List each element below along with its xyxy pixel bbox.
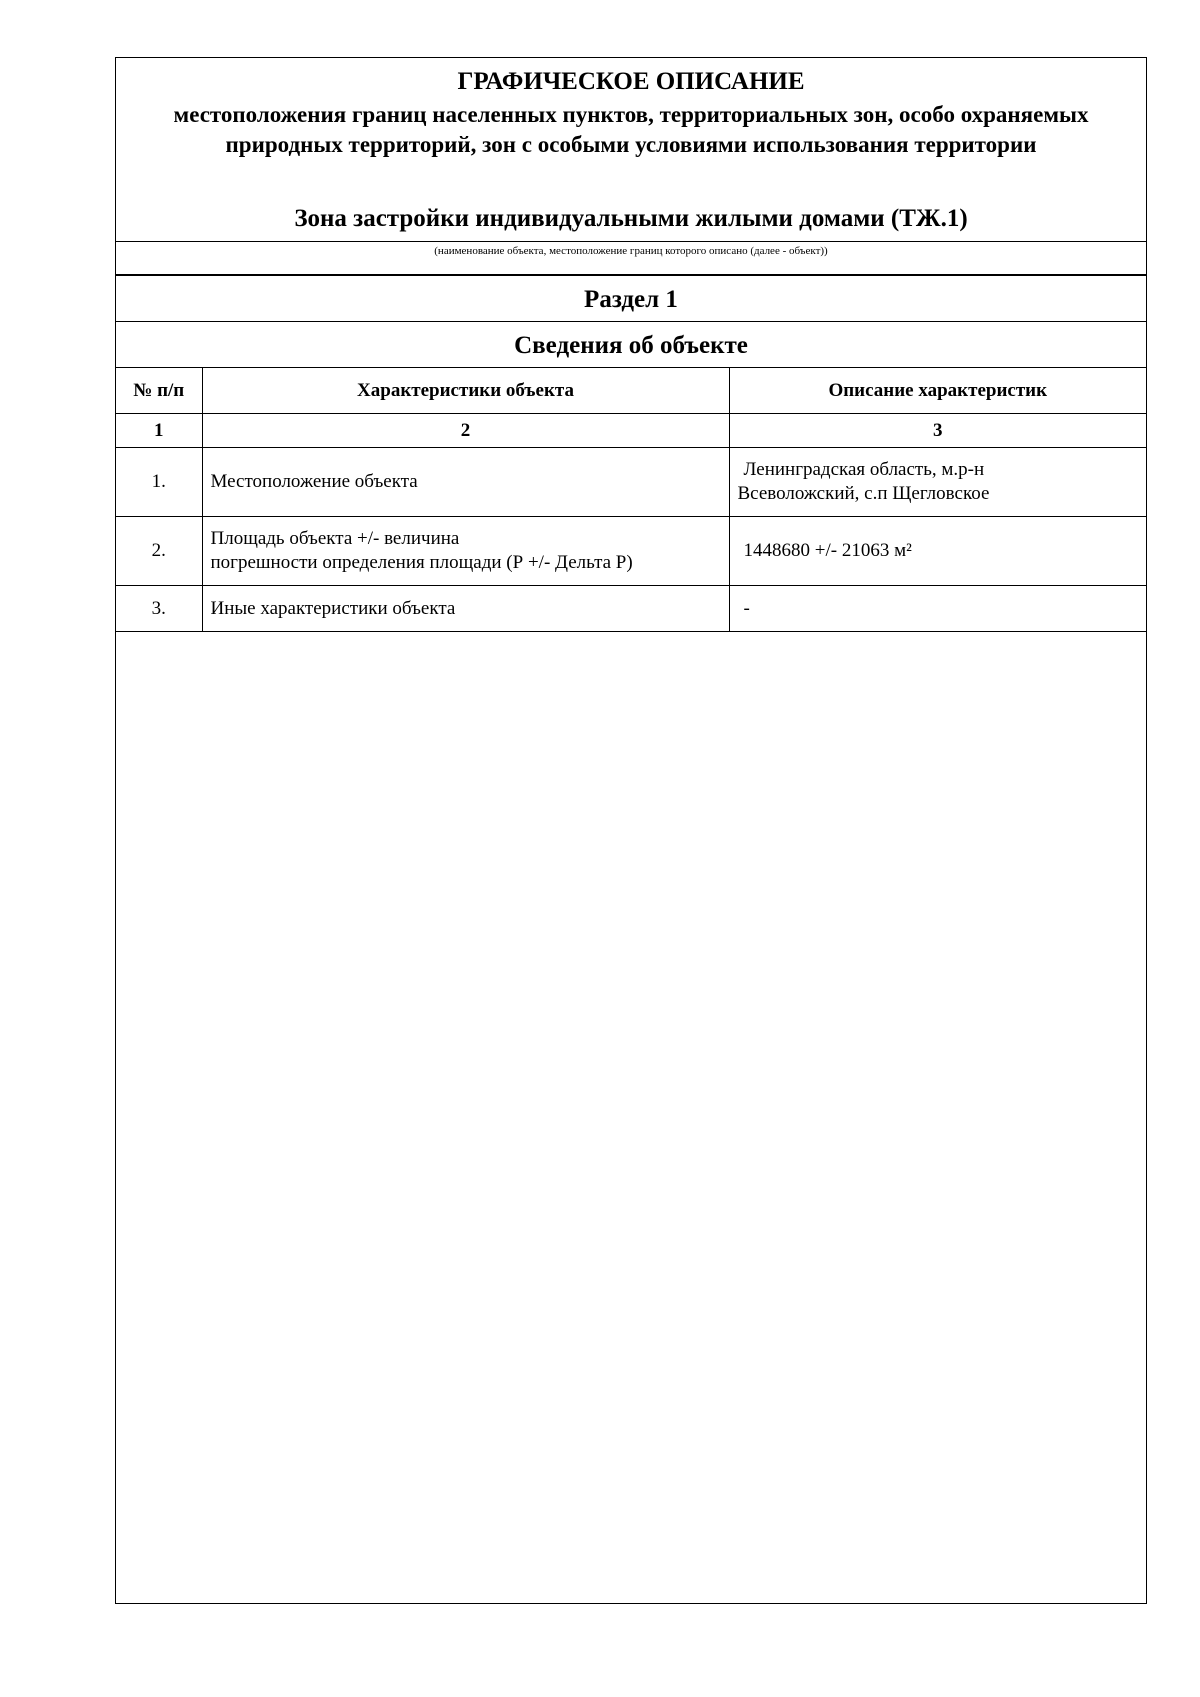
document-frame xyxy=(115,57,1147,1604)
column-number-row xyxy=(116,414,1146,448)
column-number: 1 xyxy=(116,414,202,448)
document-header xyxy=(116,58,1146,242)
characteristic-line: погрешности определения площади (Р +/- Дельта Р) xyxy=(210,552,633,573)
characteristic-line: Площадь объекта +/- величина xyxy=(210,528,460,549)
description-line: Ленинградская область, м.р-н xyxy=(743,459,985,480)
row-characteristic: Местоположение объекта xyxy=(202,448,729,517)
document-title: ГРАФИЧЕСКОЕ ОПИСАНИЕ xyxy=(457,68,805,95)
row-description: 1448680 +/- 21063 м² xyxy=(729,517,1146,586)
row-num: 2. xyxy=(116,517,202,586)
document-subtitle: местоположения границ населенных пунктов, территориальных зон, особо охраняемых природных территорий, зон с особыми условиями использования территории xyxy=(173,102,1089,157)
column-number: 3 xyxy=(729,414,1146,448)
row-characteristic: Иные характеристики объекта xyxy=(202,586,729,632)
table-row xyxy=(116,586,1146,632)
table-row xyxy=(116,517,1146,586)
header-description: Описание характеристик xyxy=(729,368,1146,414)
section-number: Раздел 1 xyxy=(116,275,1146,322)
header-num: № п/п xyxy=(116,368,202,414)
row-description xyxy=(729,448,1146,517)
row-num: 1. xyxy=(116,448,202,517)
object-name-caption: (наименование объекта, местоположение границ которого описано (далее - объект)) xyxy=(116,242,1146,275)
column-number: 2 xyxy=(202,414,729,448)
row-description: - xyxy=(729,586,1146,632)
table-row xyxy=(116,448,1146,517)
table-header-row xyxy=(116,368,1146,414)
section-title: Сведения об объекте xyxy=(116,322,1146,368)
object-name: Зона застройки индивидуальными жилыми домами (ТЖ.1) xyxy=(294,205,968,232)
row-num: 3. xyxy=(116,586,202,632)
row-characteristic xyxy=(202,517,729,586)
description-line: Всеволожский, с.п Щегловское xyxy=(737,483,990,504)
header-characteristic: Характеристики объекта xyxy=(202,368,729,414)
object-info-table xyxy=(116,368,1146,632)
